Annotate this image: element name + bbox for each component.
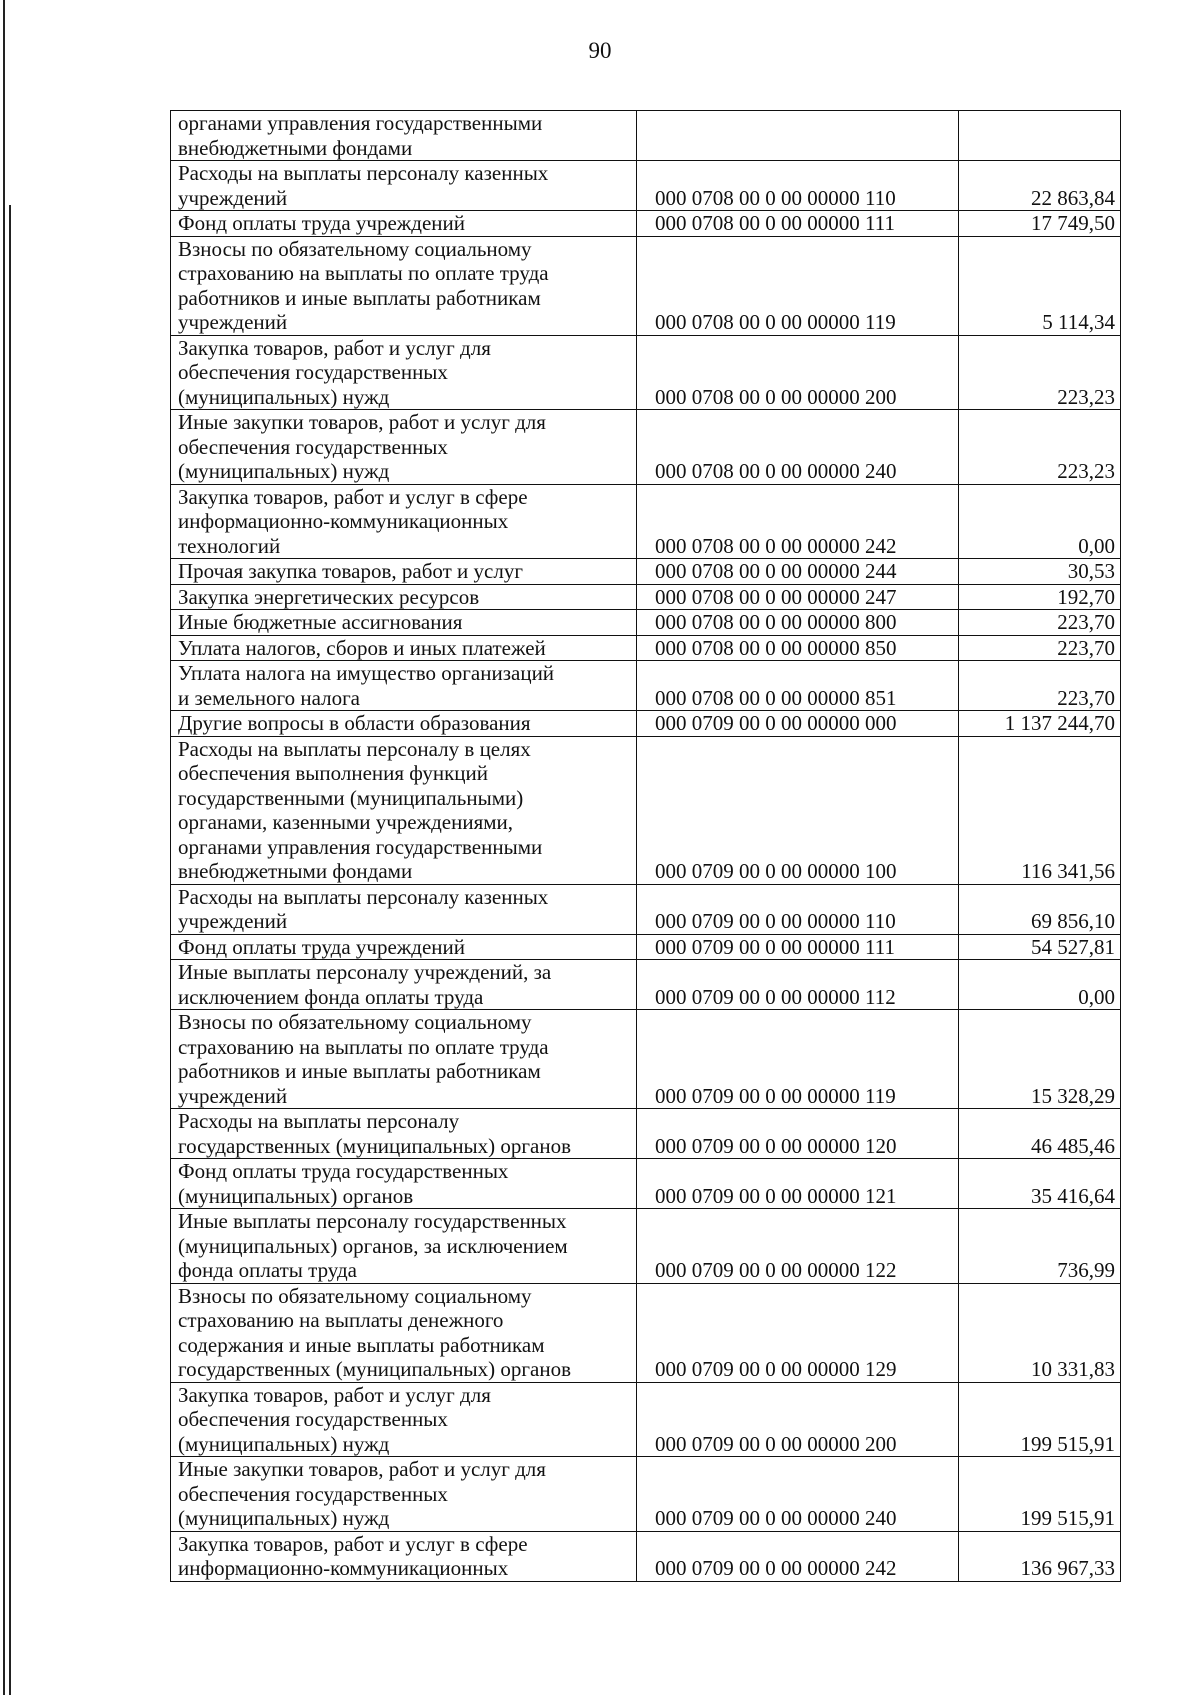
budget-table-body [171, 111, 1121, 1582]
row-amount: 30,53 [959, 559, 1121, 585]
page-number: 90 [588, 38, 612, 63]
table-row [171, 934, 1121, 960]
row-expense-name: Закупка товаров, работ и услуг в сфере информационно-коммуникационных [171, 1531, 637, 1581]
row-amount: 192,70 [959, 584, 1121, 610]
row-budget-code: 000 0709 00 0 00 00000 120 [637, 1109, 959, 1159]
row-amount: 46 485,46 [959, 1109, 1121, 1159]
row-amount: 10 331,83 [959, 1283, 1121, 1382]
row-budget-code: 000 0708 00 0 00 00000 242 [637, 484, 959, 559]
row-expense-name: Фонд оплаты труда учреждений [171, 934, 637, 960]
row-expense-name: Взносы по обязательному социальному страхованию на выплаты по оплате труда работников и иные выплаты работникам учреждений [171, 1010, 637, 1109]
table-row [171, 736, 1121, 884]
row-amount: 54 527,81 [959, 934, 1121, 960]
row-budget-code: 000 0709 00 0 00 00000 122 [637, 1209, 959, 1284]
row-amount: 116 341,56 [959, 736, 1121, 884]
table-row [171, 1531, 1121, 1581]
row-expense-name: Фонд оплаты труда государственных (муниципальных) органов [171, 1159, 637, 1209]
table-row [171, 1457, 1121, 1532]
scan-edge-line-inner [9, 205, 11, 1695]
row-expense-name: Иные закупки товаров, работ и услуг для обеспечения государственных (муниципальных) нужд [171, 1457, 637, 1532]
row-budget-code: 000 0709 00 0 00 00000 112 [637, 960, 959, 1010]
row-expense-name: Фонд оплаты труда учреждений [171, 211, 637, 237]
row-budget-code: 000 0708 00 0 00 00000 244 [637, 559, 959, 585]
row-expense-name: Расходы на выплаты персоналу государственных (муниципальных) органов [171, 1109, 637, 1159]
row-expense-name: Иные бюджетные ассигнования [171, 610, 637, 636]
row-budget-code: 000 0709 00 0 00 00000 240 [637, 1457, 959, 1532]
table-row [171, 635, 1121, 661]
row-budget-code: 000 0708 00 0 00 00000 200 [637, 335, 959, 410]
row-budget-code: 000 0708 00 0 00 00000 850 [637, 635, 959, 661]
row-expense-name: Расходы на выплаты персоналу казенных учреждений [171, 161, 637, 211]
row-budget-code: 000 0708 00 0 00 00000 119 [637, 236, 959, 335]
row-amount: 17 749,50 [959, 211, 1121, 237]
row-expense-name: Взносы по обязательному социальному страхованию на выплаты по оплате труда работников и иные выплаты работникам учреждений [171, 236, 637, 335]
row-budget-code: 000 0709 00 0 00 00000 200 [637, 1382, 959, 1457]
row-amount: 22 863,84 [959, 161, 1121, 211]
row-expense-name: Закупка товаров, работ и услуг в сфере информационно-коммуникационных технологий [171, 484, 637, 559]
row-amount: 199 515,91 [959, 1382, 1121, 1457]
row-expense-name: Уплата налогов, сборов и иных платежей [171, 635, 637, 661]
row-budget-code: 000 0709 00 0 00 00000 242 [637, 1531, 959, 1581]
row-amount: 1 137 244,70 [959, 711, 1121, 737]
row-expense-name: Расходы на выплаты персоналу казенных учреждений [171, 884, 637, 934]
row-budget-code: 000 0708 00 0 00 00000 851 [637, 661, 959, 711]
row-budget-code: 000 0708 00 0 00 00000 247 [637, 584, 959, 610]
scan-edge-lines [0, 0, 14, 1695]
row-expense-name: Закупка товаров, работ и услуг для обеспечения государственных (муниципальных) нужд [171, 335, 637, 410]
table-row [171, 1109, 1121, 1159]
row-amount: 223,70 [959, 635, 1121, 661]
table-row [171, 161, 1121, 211]
row-budget-code: 000 0708 00 0 00 00000 240 [637, 410, 959, 485]
row-amount: 0,00 [959, 960, 1121, 1010]
row-amount: 69 856,10 [959, 884, 1121, 934]
table-row [171, 1283, 1121, 1382]
row-amount: 5 114,34 [959, 236, 1121, 335]
row-budget-code: 000 0708 00 0 00 00000 800 [637, 610, 959, 636]
row-amount: 0,00 [959, 484, 1121, 559]
table-row [171, 410, 1121, 485]
row-amount: 223,23 [959, 410, 1121, 485]
row-amount [959, 111, 1121, 161]
row-expense-name: Взносы по обязательному социальному страхованию на выплаты денежного содержания и иные выплаты работникам государственных (муниципальных) органов [171, 1283, 637, 1382]
table-row [171, 1010, 1121, 1109]
table-row [171, 335, 1121, 410]
row-expense-name: Другие вопросы в области образования [171, 711, 637, 737]
table-row [171, 884, 1121, 934]
row-budget-code: 000 0709 00 0 00 00000 100 [637, 736, 959, 884]
row-expense-name: Иные закупки товаров, работ и услуг для обеспечения государственных (муниципальных) нужд [171, 410, 637, 485]
table-row [171, 1382, 1121, 1457]
row-budget-code: 000 0709 00 0 00 00000 000 [637, 711, 959, 737]
row-expense-name: Закупка энергетических ресурсов [171, 584, 637, 610]
budget-table [170, 110, 1121, 1582]
table-row [171, 559, 1121, 585]
table-row [171, 610, 1121, 636]
row-amount: 136 967,33 [959, 1531, 1121, 1581]
row-amount: 199 515,91 [959, 1457, 1121, 1532]
row-amount: 223,70 [959, 610, 1121, 636]
row-expense-name: Расходы на выплаты персоналу в целях обеспечения выполнения функций государственными (муниципальными) органами, казенными учреждениями, органами управления государственными внебюджетными фондами [171, 736, 637, 884]
table-row [171, 1159, 1121, 1209]
row-expense-name: Иные выплаты персоналу учреждений, за исключением фонда оплаты труда [171, 960, 637, 1010]
row-budget-code: 000 0709 00 0 00 00000 129 [637, 1283, 959, 1382]
row-budget-code: 000 0709 00 0 00 00000 110 [637, 884, 959, 934]
table-row [171, 211, 1121, 237]
row-budget-code: 000 0708 00 0 00 00000 110 [637, 161, 959, 211]
table-row [171, 584, 1121, 610]
table-row [171, 661, 1121, 711]
row-expense-name: Закупка товаров, работ и услуг для обеспечения государственных (муниципальных) нужд [171, 1382, 637, 1457]
row-budget-code: 000 0709 00 0 00 00000 111 [637, 934, 959, 960]
table-row [171, 484, 1121, 559]
table-row [171, 111, 1121, 161]
table-row [171, 960, 1121, 1010]
row-expense-name: Иные выплаты персоналу государственных (муниципальных) органов, за исключением фонда оплаты труда [171, 1209, 637, 1284]
scan-edge-line-outer [3, 0, 5, 1695]
row-expense-name: Прочая закупка товаров, работ и услуг [171, 559, 637, 585]
row-budget-code: 000 0709 00 0 00 00000 119 [637, 1010, 959, 1109]
row-amount: 736,99 [959, 1209, 1121, 1284]
row-amount: 223,70 [959, 661, 1121, 711]
table-row [171, 236, 1121, 335]
row-expense-name: органами управления государственными внебюджетными фондами [171, 111, 637, 161]
row-amount: 223,23 [959, 335, 1121, 410]
row-budget-code: 000 0708 00 0 00 00000 111 [637, 211, 959, 237]
row-expense-name: Уплата налога на имущество организаций и земельного налога [171, 661, 637, 711]
table-row [171, 711, 1121, 737]
row-budget-code: 000 0709 00 0 00 00000 121 [637, 1159, 959, 1209]
row-amount: 35 416,64 [959, 1159, 1121, 1209]
row-amount: 15 328,29 [959, 1010, 1121, 1109]
table-row [171, 1209, 1121, 1284]
row-budget-code [637, 111, 959, 161]
